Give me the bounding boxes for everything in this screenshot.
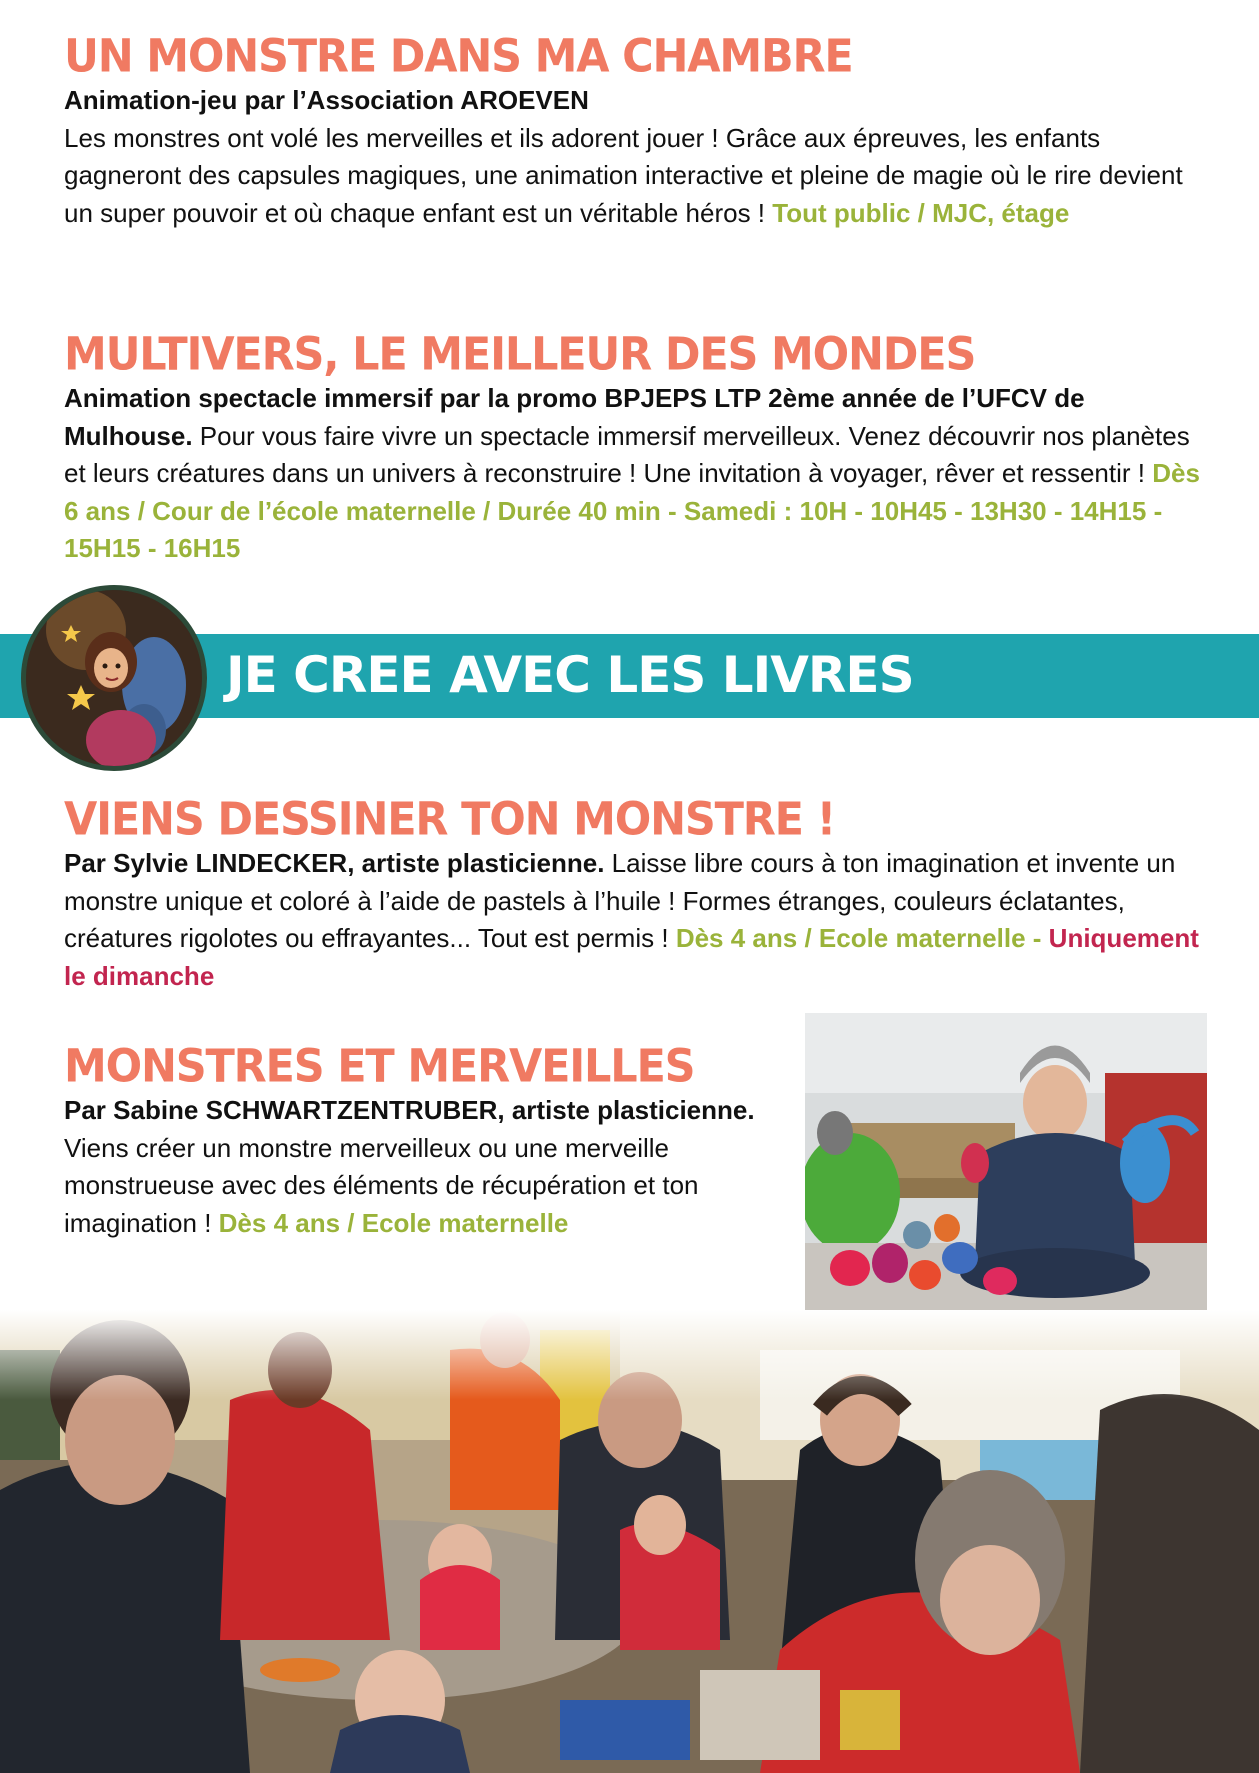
section-info: Dès 4 ans / Ecole maternelle - [675,923,1042,953]
section-title: VIENS DESSINER TON MONSTRE ! [64,793,836,846]
section-lead: Par Sabine SCHWARTZENTRUBER, artiste plasticienne. [64,1095,755,1125]
photo-fade [0,1310,1259,1400]
fairy-illustration [26,590,202,766]
section-text: Viens créer un monstre merveilleux ou une merveille monstrueuse avec des éléments de récupération et ton imagination ! [64,1132,699,1238]
section-monstre-chambre [64,30,1204,232]
section-info: Dès 6 ans / Cour de l’école maternelle / Durée 40 min - Samedi : 10H - 10H45 - 13H30 - 14H15 - 15H15 - 16H15 [64,458,1200,563]
section-text: Les monstres ont volé les merveilles et ils adorent jouer ! Grâce aux épreuves, les enfants gagneront des capsules magiques, une animation interactive et pleine de magie où le rire devient un super pouvoir et où chaque enfant est un véritable héros ! [64,122,1183,228]
section-body [64,845,1224,995]
section-text: Laisse libre cours à ton imagination et invente un monstre unique et coloré à l’aide de pastels à l’huile ! Formes étranges, couleurs éclatantes, créatures rigolotes ou effrayantes... Tout est permis ! [64,848,1176,953]
section-title: UN MONSTRE DANS MA CHAMBRE [64,30,853,83]
section-info: Dès 4 ans / Ecole maternelle [218,1207,569,1238]
section-monstres-merveilles [64,1040,764,1242]
section-info: Tout public / MJC, étage [772,197,1070,228]
section-lead: Par Sylvie LINDECKER, artiste plasticienne. [64,848,605,878]
section-lead: Animation spectacle immersif par la promo BPJEPS LTP 2ème année de l’UFCV de Mulhouse. [64,383,1085,451]
section-multivers [64,328,1204,568]
artist-photo [805,1013,1207,1313]
section-highlight: Uniquement le dimanche [64,923,1199,991]
section-title: MONSTRES ET MERVEILLES [64,1040,695,1093]
section-body [64,82,1204,232]
section-lead: Animation-jeu par l’Association AROEVEN [64,85,589,115]
section-dessiner-monstre [64,793,1224,995]
workshop-photo [0,1310,1259,1773]
section-body [64,1092,764,1242]
section-text: Pour vous faire vivre un spectacle immersif merveilleux. Venez découvrir nos planètes et leurs créatures dans un univers à reconstruire ! Une invitation à voyager, rêver et ressentir ! [64,420,1190,488]
banner-title: JE CREE AVEC LES LIVRES [226,646,914,704]
section-body [64,380,1204,568]
section-title: MULTIVERS, LE MEILLEUR DES MONDES [64,328,976,381]
